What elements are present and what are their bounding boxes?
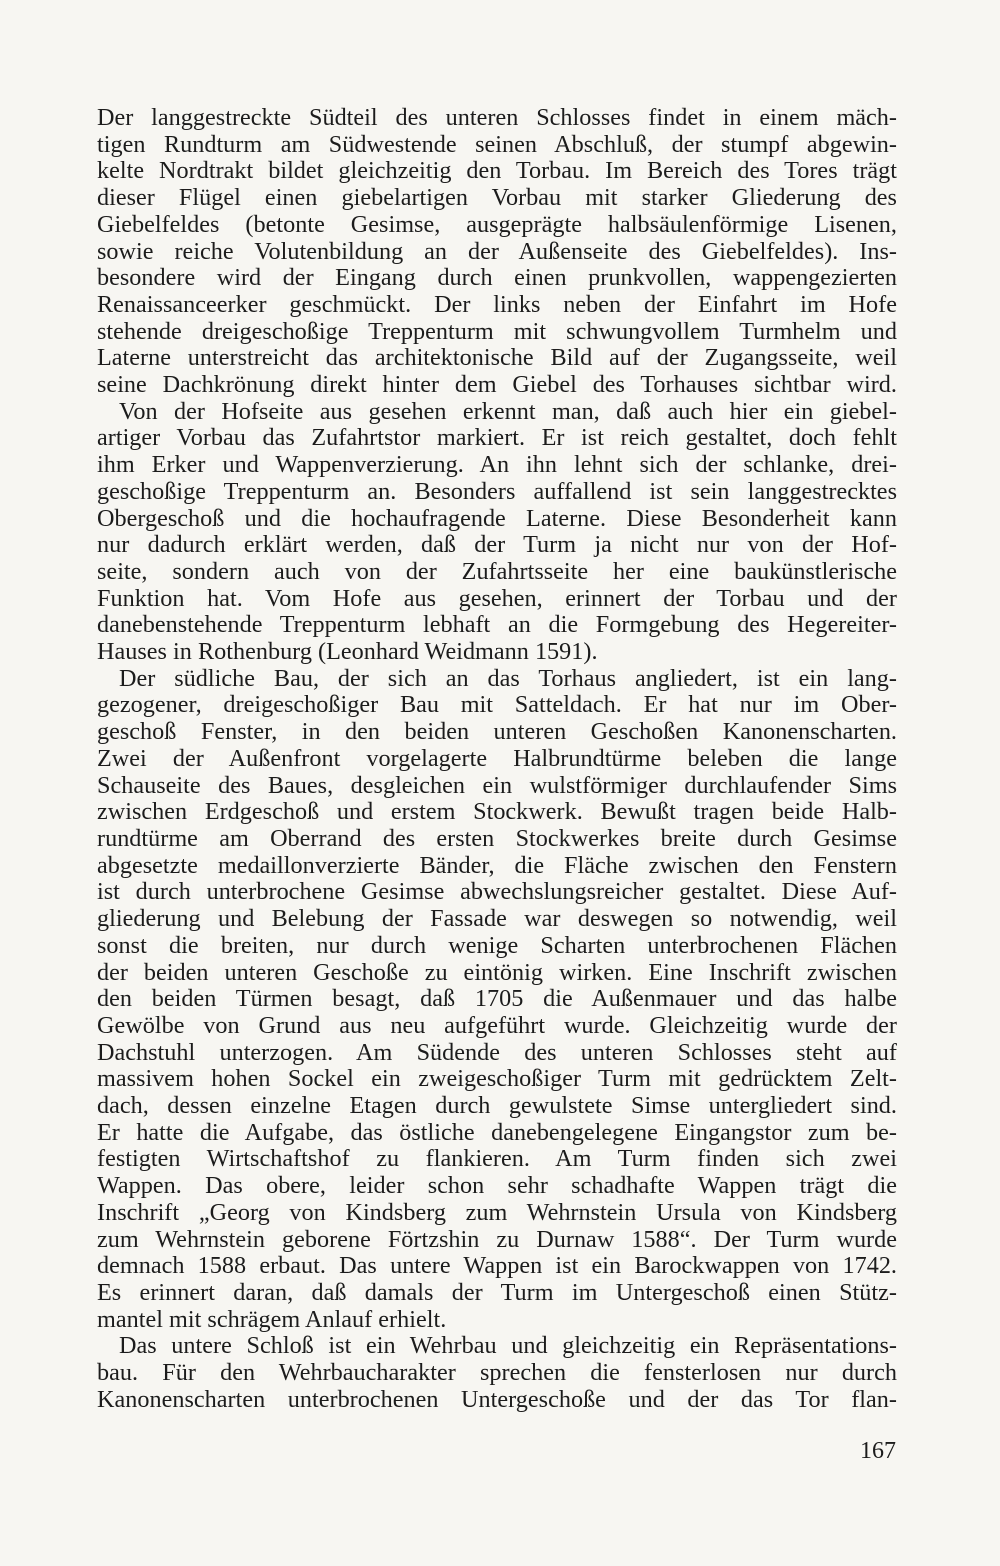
text-line: zum Wehrnstein geborene Förtzshin zu Durnaw 1588“. Der Turm wurde — [97, 1226, 897, 1253]
text-line: nur dadurch erklärt werden, daß der Turm ja nicht nur von der Hof- — [97, 532, 897, 559]
text-line: Der südliche Bau, der sich an das Torhaus angliedert, ist ein lang- — [119, 665, 897, 692]
text-line: abgesetzte medaillonverzierte Bänder, die Fläche zwischen den Fenstern — [97, 852, 897, 879]
text-line: Es erinnert daran, daß damals der Turm im Untergeschoß einen Stütz- — [97, 1279, 897, 1306]
text-line: Das untere Schloß ist ein Wehrbau und gleichzeitig ein Repräsentations- — [119, 1333, 897, 1360]
text-line: seine Dachkrönung direkt hinter dem Giebel des Torhauses sichtbar wird. — [97, 372, 897, 399]
text-line: demnach 1588 erbaut. Das untere Wappen ist ein Barockwappen von 1742. — [97, 1253, 897, 1280]
text-line: geschoß Fenster, in den beiden unteren Geschoßen Kanonenscharten. — [97, 719, 897, 746]
text-line: Kanonenscharten unterbrochenen Untergeschoße und der das Tor flan- — [97, 1386, 897, 1413]
text-line: seite, sondern auch von der Zufahrtsseite her eine baukünstlerische — [97, 558, 897, 585]
text-line: stehende dreigeschoßige Treppenturm mit schwungvollem Turmhelm und — [97, 318, 897, 345]
text-line: mantel mit schrägem Anlauf erhielt. — [97, 1306, 447, 1333]
text-line: der beiden unteren Geschoße zu eintönig wirken. Eine Inschrift zwischen — [97, 959, 897, 986]
text-line: den beiden Türmen besagt, daß 1705 die Außenmauer und das halbe — [97, 986, 897, 1013]
text-line: Hauses in Rothenburg (Leonhard Weidmann 1591). — [97, 639, 598, 666]
body-text — [97, 105, 897, 1413]
text-line: gezogener, dreigeschoßiger Bau mit Satteldach. Er hat nur im Ober- — [97, 692, 897, 719]
text-line: kelte Nordtrakt bildet gleichzeitig den Torbau. Im Bereich des Tores trägt — [97, 158, 897, 185]
text-line: Gewölbe von Grund aus neu aufgeführt wurde. Gleichzeitig wurde der — [97, 1012, 897, 1039]
text-line: massivem hohen Sockel ein zweigeschoßiger Turm mit gedrücktem Zelt- — [97, 1066, 897, 1093]
text-line: geschoßige Treppenturm an. Besonders auffallend ist sein langgestrecktes — [97, 478, 897, 505]
text-line: zwischen Erdgeschoß und erstem Stockwerk. Bewußt tragen beide Halb- — [97, 799, 897, 826]
text-line: artiger Vorbau das Zufahrtstor markiert. Er ist reich gestaltet, doch fehlt — [97, 425, 897, 452]
text-line: Schauseite des Baues, desgleichen ein wulstförmiger durchlaufender Sims — [97, 772, 897, 799]
text-line: Giebelfeldes (betonte Gesimse, ausgeprägte halbsäulenförmige Lisenen, — [97, 211, 897, 238]
text-line: Obergeschoß und die hochaufragende Laterne. Diese Besonderheit kann — [97, 505, 897, 532]
text-line: Renaissanceerker geschmückt. Der links neben der Einfahrt im Hofe — [97, 291, 897, 318]
page-number: 167 — [860, 1438, 896, 1464]
text-line: rundtürme am Oberrand des ersten Stockwerkes breite durch Gesimse — [97, 825, 897, 852]
text-line: Inschrift „Georg von Kindsberg zum Wehrnstein Ursula von Kindsberg — [97, 1199, 897, 1226]
text-line: Funktion hat. Vom Hofe aus gesehen, erinnert der Torbau und der — [97, 585, 897, 612]
text-line: Wappen. Das obere, leider schon sehr schadhafte Wappen trägt die — [97, 1173, 897, 1200]
text-line: Von der Hofseite aus gesehen erkennt man, daß auch hier ein giebel- — [119, 398, 897, 425]
text-line: danebenstehende Treppenturm lebhaft an die Formgebung des Hegereiter- — [97, 612, 897, 639]
text-line: dieser Flügel einen giebelartigen Vorbau mit starker Gliederung des — [97, 185, 897, 212]
text-line: dach, dessen einzelne Etagen durch gewulstete Simse untergliedert sind. — [97, 1093, 897, 1120]
text-line: tigen Rundturm am Südwestende seinen Abschluß, der stumpf abgewin- — [97, 131, 897, 158]
text-line: festigten Wirtschaftshof zu flankieren. Am Turm finden sich zwei — [97, 1146, 897, 1173]
text-line: sonst die breiten, nur durch wenige Scharten unterbrochenen Flächen — [97, 932, 897, 959]
text-line: ist durch unterbrochene Gesimse abwechslungsreicher gestaltet. Diese Auf- — [97, 879, 897, 906]
text-line: ihm Erker und Wappenverzierung. An ihn lehnt sich der schlanke, drei- — [97, 452, 897, 479]
text-line: Der langgestreckte Südteil des unteren Schlosses findet in einem mäch- — [97, 105, 897, 131]
text-line: gliederung und Belebung der Fassade war deswegen so notwendig, weil — [97, 906, 897, 933]
text-line: bau. Für den Wehrbaucharakter sprechen die fensterlosen nur durch — [97, 1360, 897, 1387]
text-line: Dachstuhl unterzogen. Am Südende des unteren Schlosses steht auf — [97, 1039, 897, 1066]
text-line: Laterne unterstreicht das architektonische Bild auf der Zugangsseite, weil — [97, 345, 897, 372]
text-line: besondere wird der Eingang durch einen prunkvollen, wappengezierten — [97, 265, 897, 292]
text-line: Zwei der Außenfront vorgelagerte Halbrundtürme beleben die lange — [97, 745, 897, 772]
text-line: Er hatte die Aufgabe, das östliche danebengelegene Eingangstor zum be- — [97, 1119, 897, 1146]
text-line: sowie reiche Volutenbildung an der Außenseite des Giebelfeldes). Ins- — [97, 238, 897, 265]
